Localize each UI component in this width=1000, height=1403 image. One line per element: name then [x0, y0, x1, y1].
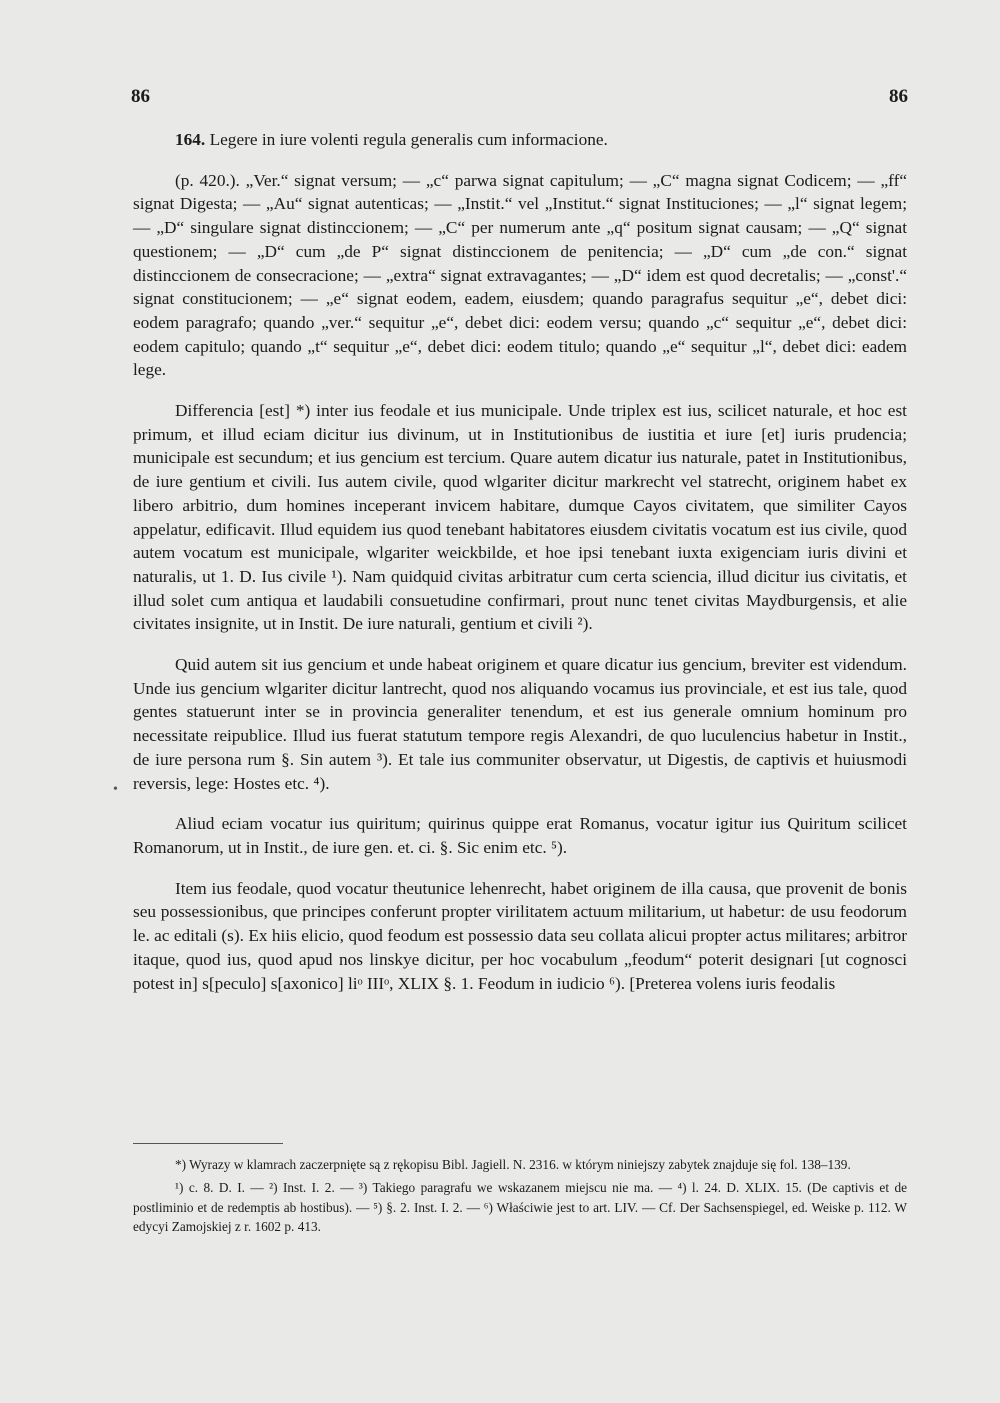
footnote-divider: [133, 1143, 283, 1144]
main-text: [133, 128, 907, 995]
section-number: 164.: [175, 130, 206, 149]
page-number-right: 86: [889, 86, 908, 107]
paragraph-ius-quiritum: Aliud eciam vocatur ius quiritum; quirinus quippe erat Romanus, vocatur igitur ius Quiritum scilicet Romanorum, ut in Instit., de iure gen. et. ci. §. Sic enim etc. ⁵).: [133, 814, 907, 857]
paragraph-differencia: Differencia [est] *) inter ius feodale et ius municipale. Unde triplex est ius, scilicet naturale, et hoc est primum, et illud eciam dicitur ius divinum, ut in Institutionibus de iustitia et iure [et] iuris prudencia; municipale est secundum; et ius gencium est tercium. Quare autem dicatur ius naturale, patet in Institutionibus, de iure gentium et civili. Ius autem civile, quod wlgariter dicitur markrecht vel statrecht, originem habet ex libero arbitrio, dum homines inceperant invicem habitare, dumque Cayos civitatem, que similiter Cayos appelatur, edificavit. Illud equidem ius quod tenebant habitatores eiusdem civitatis vocatum est ius civile, quod autem vocatum est municipale, wlgariter weickbilde, et hoe ipsi tenebant iuxta exigenciam iuris divini et naturalis, ut 1. D. Ius civile ¹). Nam quidquid civitas arbitratur cum certa sciencia, illud dicitur ius civitatis, et illud solet cum antiqua et laudabili consuetudine confirmari, prout nunc tenet civitas Maydburgensis, et alie civitates insignite, ut in Instit. De iure naturali, gentium et civili ²).: [133, 401, 907, 634]
margin-mark: •: [113, 782, 118, 797]
paragraph-abbreviations: (p. 420.). „Ver.“ signat versum; — „c“ parwa signat capitulum; — „C“ magna signat Codicem; — „ff“ signat Digesta; — „Au“ signat autenticas; — „Instit.“ vel „Institut.“ signat Instituciones; — „l“ signat legem; — „D“ singulare signat distinccionem; — „C“ per numerum ante „q“ positum signat causam; — „Q“ signat questionem; — „D“ cum „de P“ signat distinccionem de penitencia; — „D“ cum „de con.“ signat distinccionem de consecracione; — „extra“ signat extravagantes; — „D“ idem est quod decretalis; — „const'.“ signat constitucionem; — „e“ signat eodem, eadem, eiusdem; quando paragrafus sequitur „e“, debet dici: eodem paragrafo; quando „ver.“ sequitur „e“, debet dici: eodem versu; quando „c“ sequitur „e“, debet dici: eodem capitulo; quando „t“ sequitur „e“, debet dici: eodem titulo; quando „e“ sequitur „l“, debet dici: eadem lege.: [133, 170, 907, 380]
footnote-star: *) Wyrazy w klamrach zaczerpnięte są z rękopisu Bibl. Jagiell. N. 2316. w którym niniejszy zabytek znajduje się fol. 138–139.: [175, 1157, 851, 1172]
section-heading: [133, 128, 907, 152]
section-title: Legere in iure volenti regula generalis cum informacione.: [209, 130, 608, 149]
paragraph-ius-gencium: Quid autem sit ius gencium et unde habeat originem et quare dicatur ius gencium, breviter est videndum. Unde ius gencium wlgariter dicitur lantrecht, quod nos aliquando vocamus ius provinciale, et est ius tale, quod gentes statuerunt inter se in provincia generaliter tenendum, et est ius generale omnium hominum pro necessitate reipublice. Illud ius fuerat statutum tempore regis Alexandri, de quo luculencius habetur in Instit., de iure persona rum §. Sin autem ³). Et tale ius communiter observatur, ut Digestis, de captivis et huiusmodi reversis, lege: Hostes etc. ⁴).: [133, 655, 907, 793]
footnotes: [133, 1155, 907, 1236]
paragraph-ius-feodale: Item ius feodale, quod vocatur theutunice lehenrecht, habet originem de illa causa, que provenit de bonis seu possessionibus, que principes conferunt propter virilitatem actuum militarium, ut habetur: de usu feodorum le. ac editali (s). Ex hiis elicio, quod feodum est possessio data seu collata alicui propter actus militares; arbitror itaque, quod ius, quod apud nos linskye dicitur, per hoc vocabulum „feodum“ poterit designari [ut cognosci potest in] s[peculo] s[axonico] liᵒ IIIᵒ, XLIX §. 1. Feodum in iudicio ⁶). [Preterea volens iuris feodalis: [133, 878, 907, 993]
footnote-numbered: ¹) c. 8. D. I. — ²) Inst. I. 2. — ³) Takiego paragrafu we wskazanem miejscu nie ma. — ⁴) l. 24. D. XLIX. 15. (De captivis et de postliminio et de redemptis ab hostibus). — ⁵) §. 2. Inst. I. 2. — ⁶) Właściwie jest to art. LIV. — Cf. Der Sachsenspiegel, ed. Weiske p. 112. W edycyi Zamojskiej z r. 1602 p. 413.: [133, 1180, 907, 1234]
page-number-left: 86: [131, 86, 150, 107]
